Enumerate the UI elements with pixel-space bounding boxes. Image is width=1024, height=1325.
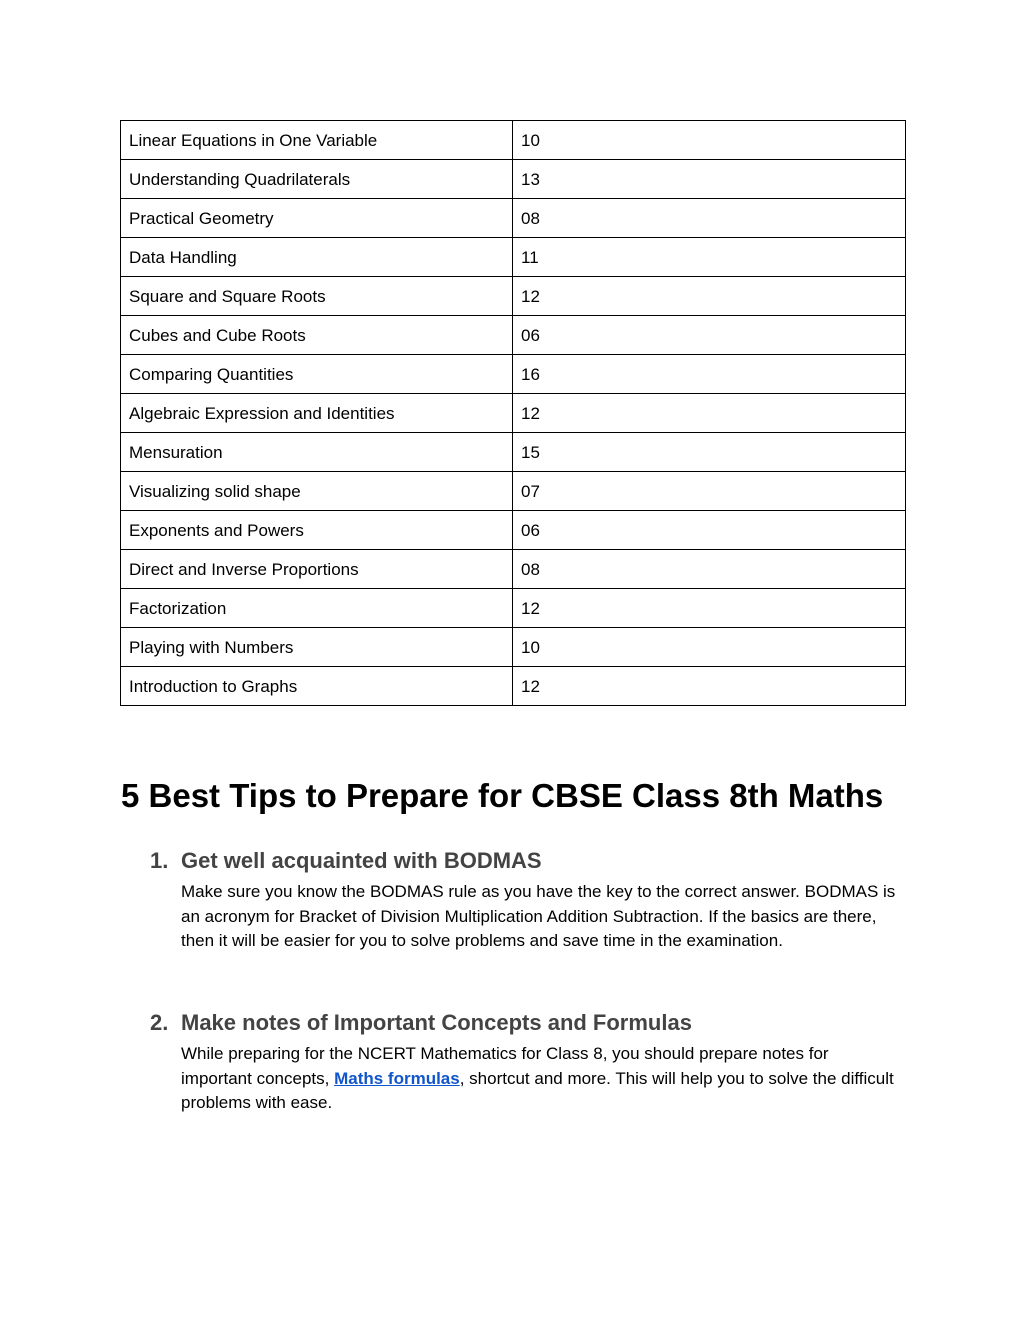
table-row <box>121 472 906 511</box>
marks-cell: 15 <box>513 433 906 472</box>
chapter-name-cell: Understanding Quadrilaterals <box>121 160 513 199</box>
tip-title: Get well acquainted with BODMAS <box>181 848 542 873</box>
marks-cell: 08 <box>513 550 906 589</box>
chapter-name-cell: Exponents and Powers <box>121 511 513 550</box>
tip-title: Make notes of Important Concepts and Formulas <box>181 1010 692 1035</box>
table-row <box>121 394 906 433</box>
tip-body-text: While preparing for the NCERT Mathematics for Class 8, you should prepare notes for important concepts, <box>181 1044 829 1088</box>
tip-body-text: , shortcut and more. This will help you to solve the difficult problems with ease. <box>181 1068 894 1112</box>
chapter-name-cell: Practical Geometry <box>121 199 513 238</box>
marks-cell: 06 <box>513 316 906 355</box>
marks-cell: 08 <box>513 199 906 238</box>
tip-body <box>181 1042 903 1116</box>
chapter-name-cell: Square and Square Roots <box>121 277 513 316</box>
table-row <box>121 121 906 160</box>
chapter-name-cell: Algebraic Expression and Identities <box>121 394 513 433</box>
chapter-name-cell: Cubes and Cube Roots <box>121 316 513 355</box>
tip-body: Make sure you know the BODMAS rule as you have the key to the correct answer. BODMAS is an acronym for Bracket of Division Multiplication Addition Subtraction. If the basics are there, then it will be easier for you to solve problems and save time in the examination. <box>181 882 896 950</box>
table-row <box>121 628 906 667</box>
table-row <box>121 238 906 277</box>
chapter-name-cell: Data Handling <box>121 238 513 277</box>
marks-cell: 11 <box>513 238 906 277</box>
table-row <box>121 667 906 706</box>
chapter-name-cell: Direct and Inverse Proportions <box>121 550 513 589</box>
chapter-name-cell: Factorization <box>121 589 513 628</box>
table-row <box>121 160 906 199</box>
marks-cell: 12 <box>513 667 906 706</box>
table-row <box>121 433 906 472</box>
tip-number: 1. <box>150 848 169 873</box>
table-row <box>121 277 906 316</box>
marks-cell: 12 <box>513 277 906 316</box>
marks-cell: 10 <box>513 628 906 667</box>
chapter-name-cell: Playing with Numbers <box>121 628 513 667</box>
table-row <box>121 589 906 628</box>
maths-formulas-link[interactable]: Maths formulas <box>334 1068 460 1088</box>
marks-cell: 06 <box>513 511 906 550</box>
section-heading: 5 Best Tips to Prepare for CBSE Class 8th Maths <box>121 777 884 814</box>
marks-cell: 12 <box>513 394 906 433</box>
chapter-name-cell: Comparing Quantities <box>121 355 513 394</box>
table-row <box>121 511 906 550</box>
chapter-name-cell: Introduction to Graphs <box>121 667 513 706</box>
table-row <box>121 550 906 589</box>
table-row <box>121 355 906 394</box>
marks-cell: 13 <box>513 160 906 199</box>
marks-cell: 12 <box>513 589 906 628</box>
tip-number: 2. <box>150 1010 169 1035</box>
marks-cell: 07 <box>513 472 906 511</box>
chapter-marks-table <box>120 120 906 706</box>
marks-cell: 16 <box>513 355 906 394</box>
table-body <box>121 121 906 706</box>
table-row <box>121 199 906 238</box>
chapter-name-cell: Linear Equations in One Variable <box>121 121 513 160</box>
chapter-name-cell: Visualizing solid shape <box>121 472 513 511</box>
marks-cell: 10 <box>513 121 906 160</box>
table-row <box>121 316 906 355</box>
chapter-name-cell: Mensuration <box>121 433 513 472</box>
